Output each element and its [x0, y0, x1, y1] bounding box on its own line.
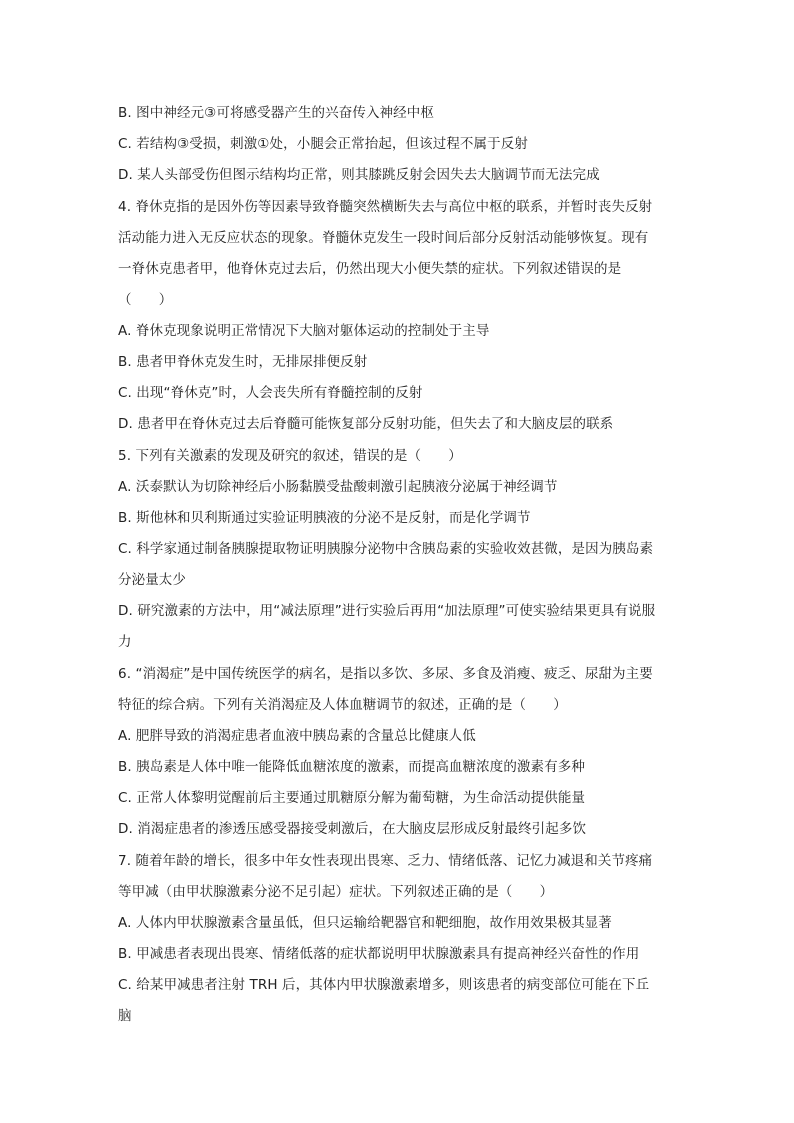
question-6-option-b: B. 胰岛素是人体中唯一能降低血糖浓度的激素，而提高血糖浓度的激素有多种: [118, 759, 585, 775]
question-5-option-c-line1: C. 科学家通过制备胰腺提取物证明胰腺分泌物中含胰岛素的实验收效甚微，是因为胰岛素: [118, 541, 654, 557]
question-5-stem: 5. 下列有关激素的发现及研究的叙述，错误的是（ ）: [118, 448, 462, 464]
question-4-option-c: C. 出现“脊休克”时，人会丧失所有脊髓控制的反射: [118, 385, 423, 401]
question-6-option-c: C. 正常人体黎明觉醒前后主要通过肌糖原分解为葡萄糖，为生命活动提供能量: [118, 790, 586, 806]
option-d-knee-reflex: D. 某人头部受伤但图示结构均正常，则其膝跳反射会因失去大脑调节而无法完成: [118, 167, 600, 183]
question-4-option-a: A. 脊休克现象说明正常情况下大脑对躯体运动的控制处于主导: [118, 323, 490, 339]
question-6-option-d: D. 消渴症患者的渗透压感受器接受刺激后，在大脑皮层形成反射最终引起多饮: [118, 821, 587, 837]
question-4-answer-blank: （ ）: [118, 292, 173, 308]
question-5-option-a: A. 沃泰默认为切除神经后小肠黏膜受盐酸刺激引起胰液分泌属于神经调节: [118, 479, 558, 495]
question-6-option-a: A. 肥胖导致的消渴症患者血液中胰岛素的含量总比健康人低: [118, 728, 476, 744]
question-4-option-b: B. 患者甲脊休克发生时，无排尿排便反射: [118, 354, 368, 370]
question-6-stem-line1: 6. “消渴症”是中国传统医学的病名，是指以多饮、多尿、多食及消瘦、疲乏、尿甜为主要: [118, 666, 653, 682]
question-7-option-a: A. 人体内甲状腺激素含量虽低，但只运输给靶器官和靶细胞，故作用效果极其显著: [118, 915, 612, 931]
question-5-option-c-line2: 分泌量太少: [118, 572, 186, 588]
option-c-structure: C. 若结构③受损，刺激①处，小腿会正常抬起，但该过程不属于反射: [118, 136, 528, 152]
question-7-stem-line1: 7. 随着年龄的增长，很多中年女性表现出畏寒、乏力、情绪低落、记忆力减退和关节疼痛: [118, 853, 653, 869]
question-5-option-b: B. 斯他林和贝利斯通过实验证明胰液的分泌不是反射，而是化学调节: [118, 510, 531, 526]
question-5-option-d-line2: 力: [118, 634, 132, 650]
question-7-option-b: B. 甲减患者表现出畏寒、情绪低落的症状都说明甲状腺激素具有提高神经兴奋性的作用: [118, 946, 640, 962]
question-7-option-c-line2: 脑: [118, 1008, 132, 1024]
question-6-stem-line2: 特征的综合病。下列有关消渴症及人体血糖调节的叙述，正确的是（ ）: [118, 697, 567, 713]
question-7-option-c-line1: C. 给某甲减患者注射 TRH 后，其体内甲状腺激素增多，则该患者的病变部位可能在下丘: [118, 977, 650, 993]
question-4-option-d: D. 患者甲在脊休克过去后脊髓可能恢复部分反射功能，但失去了和大脑皮层的联系: [118, 416, 614, 432]
question-4-stem-line2: 活动能力进入无反应状态的现象。脊髓休克发生一段时间后部分反射活动能够恢复。现有: [118, 230, 649, 246]
option-b-neuron: B. 图中神经元③可将感受器产生的兴奋传入神经中枢: [118, 105, 434, 121]
question-7-stem-line2: 等甲减（由甲状腺激素分泌不足引起）症状。下列叙述正确的是（ ）: [118, 884, 554, 900]
question-5-option-d-line1: D. 研究激素的方法中，用“减法原理”进行实验后再用“加法原理”可使实验结果更具有说服: [118, 603, 656, 619]
question-4-stem-line1: 4. 脊休克指的是因外伤等因素导致脊髓突然横断失去与高位中枢的联系，并暂时丧失反射: [118, 199, 653, 215]
question-4-stem-line3: 一脊休克患者甲，他脊休克过去后，仍然出现大小便失禁的症状。下列叙述错误的是: [118, 261, 622, 277]
